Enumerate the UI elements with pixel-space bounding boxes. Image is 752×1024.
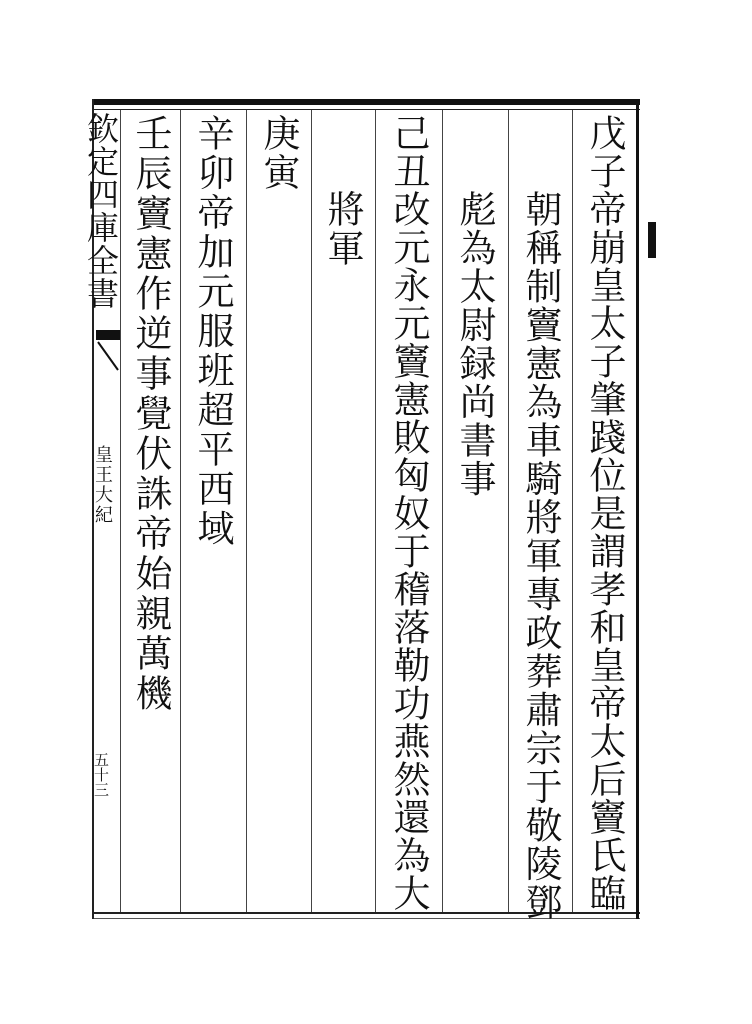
book-title: 皇王大紀 — [92, 445, 113, 525]
text-column-2: 朝稱制竇憲為車騎將軍專政葬肅宗于敬陵鄧 — [519, 190, 562, 922]
right-border — [636, 99, 639, 919]
column-divider — [442, 110, 443, 912]
fish-tail-mark-icon — [96, 330, 120, 372]
collection-title: 欽定四庫全書 — [82, 112, 120, 310]
column-divider — [375, 110, 376, 912]
column-divider — [180, 110, 181, 912]
column-divider — [311, 110, 312, 912]
page-number: 五十三 — [92, 752, 110, 797]
column-divider — [120, 110, 121, 912]
top-inner-border — [92, 109, 640, 110]
text-column-3: 彪為太尉録尚書事 — [453, 190, 496, 498]
column-divider — [246, 110, 247, 912]
edge-mark — [648, 222, 656, 258]
text-column-6: 庚寅 — [257, 114, 300, 192]
text-column-5: 將軍 — [321, 190, 364, 268]
text-column-8: 壬辰竇憲作逆事覺伏誅帝始親萬機 — [129, 114, 172, 714]
top-border — [92, 99, 640, 105]
column-divider — [508, 110, 509, 912]
text-column-4: 己丑改元永元竇憲敗匈奴于稽落勒功燕然還為大 — [387, 114, 430, 912]
text-column-1: 戊子帝崩皇太子肇踐位是謂孝和皇帝太后竇氏臨 — [583, 114, 626, 912]
text-column-7: 辛卯帝加元服班超平西域 — [191, 114, 234, 549]
column-divider — [572, 110, 573, 912]
